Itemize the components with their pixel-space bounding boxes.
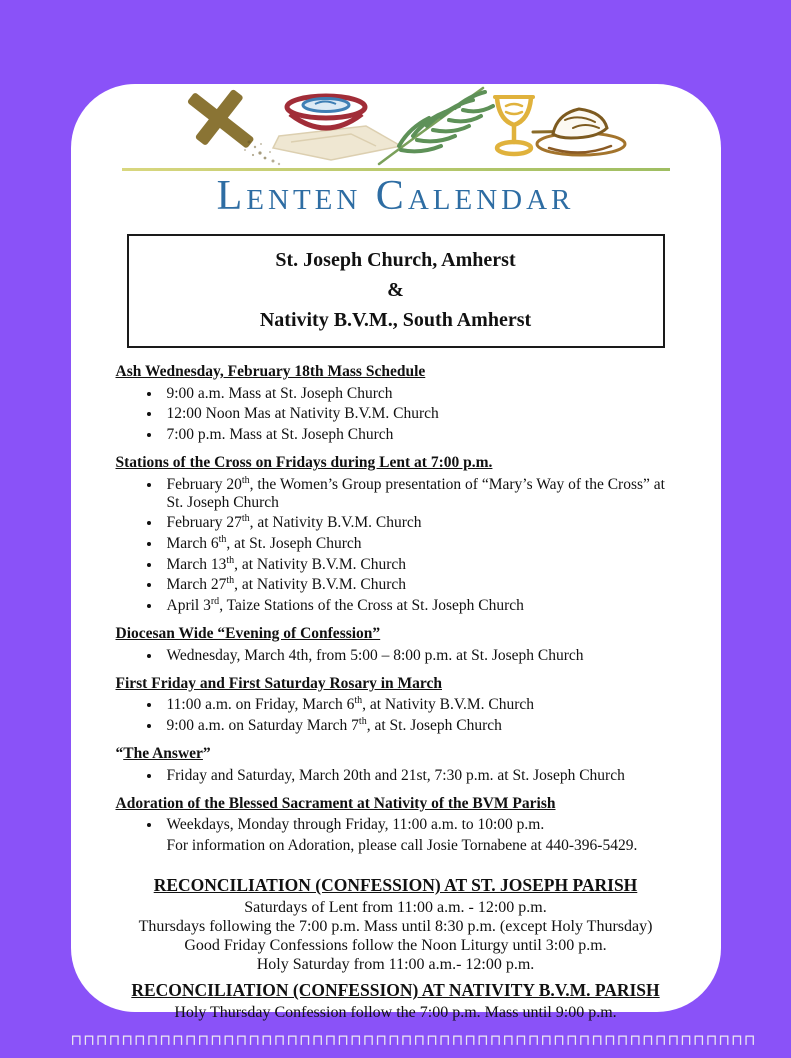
- chalice-icon: [495, 97, 533, 154]
- section-heading: “The Answer”: [115, 745, 211, 762]
- bullet-item: • March 13th, at Nativity B.V.M. Church: [162, 556, 676, 574]
- bullet-item: • 12:00 Noon Mas at Nativity B.V.M. Church: [162, 405, 676, 423]
- bullet-item: • March 27th, at Nativity B.V.M. Church: [162, 576, 676, 594]
- schedule-section: [116, 675, 676, 735]
- reconciliation-heading: RECONCILIATION (CONFESSION) AT ST. JOSEPH PARISH: [153, 875, 638, 896]
- bullet-item: • March 6th, at St. Joseph Church: [162, 535, 676, 553]
- ampersand: &: [387, 279, 404, 301]
- divider-line: [122, 168, 670, 171]
- schedule-section: [116, 454, 676, 615]
- reconciliation-line: Saturdays of Lent from 11:00 a.m. - 12:00 p.m.: [244, 898, 547, 916]
- bullet-item: • 11:00 a.m. on Friday, March 6th, at Nativity B.V.M. Church: [162, 696, 676, 714]
- decorative-border: ⊓⊓⊓⊓⊓⊓⊓⊓⊓⊓⊓⊓⊓⊓⊓⊓⊓⊓⊓⊓⊓⊓⊓⊓⊓⊓⊓⊓⊓⊓⊓⊓⊓⊓⊓⊓⊓⊓⊓⊓⊓⊓⊓⊓⊓⊓⊓⊓⊓⊓⊓⊓⊓⊓: [70, 1031, 757, 1050]
- section-heading: Stations of the Cross on Fridays during Lent at 7:00 p.m.: [115, 453, 493, 471]
- section-heading: Adoration of the Blessed Sacrament at Nativity of the BVM Parish: [115, 794, 556, 812]
- bullet-item: • 7:00 p.m. Mass at St. Joseph Church: [162, 426, 676, 444]
- section-bullet-list: [116, 385, 676, 444]
- flyer-card: [70, 84, 757, 1050]
- reconciliation-sections: [116, 875, 676, 1023]
- section-heading: First Friday and First Saturday Rosary in March: [115, 674, 442, 692]
- schedule-section: [116, 745, 676, 785]
- reconciliation-heading: RECONCILIATION (CONFESSION) AT NATIVITY B.V.M. PARISH: [131, 980, 660, 1001]
- palm-branch-icon: [379, 88, 493, 164]
- parish-box: [127, 234, 665, 348]
- section-heading: Diocesan Wide “Evening of Confession”: [115, 624, 381, 642]
- reconciliation-line: Holy Saturday from 11:00 a.m.- 12:00 p.m.: [256, 955, 535, 973]
- reconciliation-line: Holy Thursday Confession follow the 7:00 p.m. Mass until 9:00 p.m.: [174, 1004, 617, 1022]
- bullet-item: • 9:00 a.m. on Saturday March 7th, at St. Joseph Church: [162, 717, 676, 735]
- schedule-content: [71, 363, 721, 1023]
- bullet-item: • Wednesday, March 4th, from 5:00 – 8:00 p.m. at St. Joseph Church: [162, 647, 676, 665]
- schedule-sections: [116, 363, 676, 855]
- schedule-section: [116, 363, 676, 444]
- reconciliation-block: [116, 875, 676, 974]
- reconciliation-line: Thursdays following the 7:00 p.m. Mass until 8:30 p.m. (except Holy Thursday): [138, 917, 653, 935]
- section-bullet-list: [116, 647, 676, 665]
- lenten-illustration: [161, 84, 631, 168]
- bullet-item: • 9:00 a.m. Mass at St. Joseph Church: [162, 385, 676, 403]
- bullet-item: • April 3rd, Taize Stations of the Cross at St. Joseph Church: [162, 597, 676, 615]
- bread-plate-icon: [533, 109, 625, 155]
- lenten-illustration-svg: [161, 84, 631, 168]
- section-note: For information on Adoration, please call Josie Tornabene at 440-396-5429.: [166, 836, 638, 854]
- bullet-item: • Weekdays, Monday through Friday, 11:00 a.m. to 10:00 p.m.: [162, 816, 676, 834]
- reconciliation-line: Good Friday Confessions follow the Noon Liturgy until 3:00 p.m.: [184, 936, 607, 954]
- cross-icon: [172, 71, 270, 167]
- section-bullet-list: [116, 767, 676, 785]
- reconciliation-block: [116, 980, 676, 1023]
- section-heading: Ash Wednesday, February 18th Mass Schedule: [115, 363, 426, 380]
- bullet-item: • Friday and Saturday, March 20th and 21st, 7:30 p.m. at St. Joseph Church: [162, 767, 676, 785]
- section-bullet-list: [116, 696, 676, 735]
- lenten-calendar-title: Lenten Calendar: [216, 173, 575, 219]
- section-bullet-list: [116, 816, 676, 834]
- parish-name-2: Nativity B.V.M., South Amherst: [259, 309, 532, 331]
- bullet-item: • February 27th, at Nativity B.V.M. Church: [162, 514, 676, 532]
- section-bullet-list: [116, 476, 676, 615]
- parish-name-1: St. Joseph Church, Amherst: [275, 249, 516, 271]
- offering-bowl-icon: [287, 96, 365, 128]
- cloth-shape: [273, 126, 401, 160]
- schedule-section: [116, 625, 676, 665]
- schedule-section: [116, 795, 676, 855]
- bullet-item: • February 20th, the Women’s Group presentation of “Mary’s Way of the Cross” at St. Joseph Church: [162, 476, 676, 512]
